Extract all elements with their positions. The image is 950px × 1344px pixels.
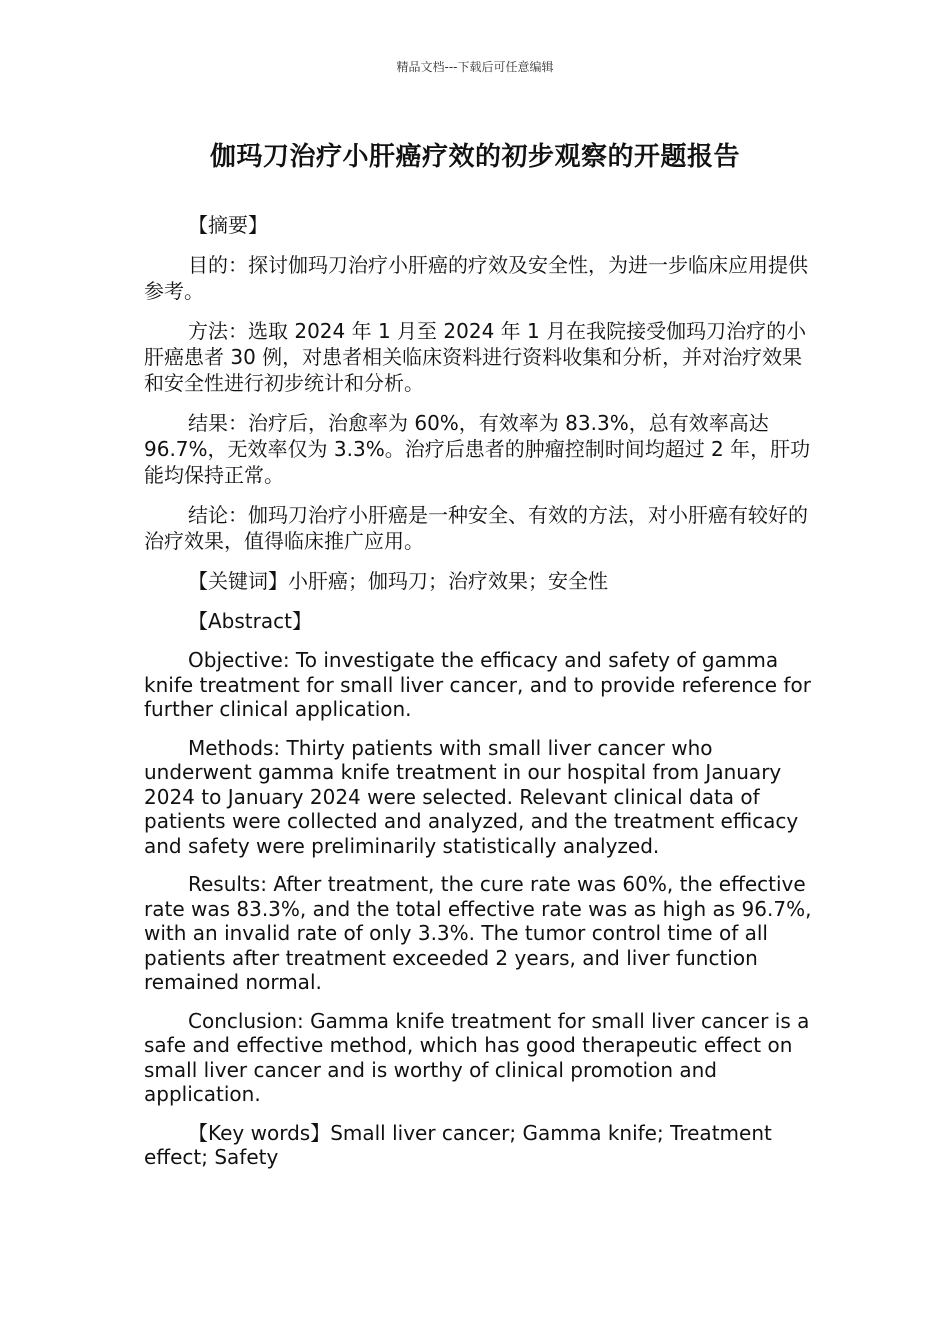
abstract-en-results: Results: After treatment, the cure rate was 60%, the effective rate was 83.3%, and the total effective rate was as high as 96.7%, with an invalid rate of only 3.3%. The tumor control time of all patients after treatment exceeded 2 years, and liver function remained normal. xyxy=(144,872,812,994)
document-title: 伽玛刀治疗小肝癌疗效的初步观察的开题报告 xyxy=(209,142,740,172)
abstract-en-conclusion: Conclusion: Gamma knife treatment for small liver cancer is a safe and effective method, which has good therapeutic effect on small liver cancer and is worthy of clinical promotion and application. xyxy=(144,1008,810,1106)
abstract-en-methods: Methods: Thirty patients with small liver cancer who underwent gamma knife treatment in our hospital from January 2024 to January 2024 were selected. Relevant clinical data of patients were collected and analyzed, and the treatment efficacy and safety were preliminarily statistically analyzed. xyxy=(144,735,799,858)
header-note: 精品文档---下载后可任意编辑 xyxy=(396,60,554,74)
abstract-en-objective: Objective: To investigate the efficacy and safety of gamma knife treatment for small liver cancer, and to provide reference for further clinical application. xyxy=(144,648,811,721)
abstract-cn-conclusion: 结论：伽玛刀治疗小肝癌是一种安全、有效的方法，对小肝癌有较好的治疗效果，值得临床推广应用。 xyxy=(144,503,808,553)
abstract-cn-objective: 目的：探讨伽玛刀治疗小肝癌的疗效及安全性，为进一步临床应用提供参考。 xyxy=(144,253,808,303)
abstract-en-keywords: 【Key words】Small liver cancer; Gamma knife; Treatment effect; Safety xyxy=(144,1120,772,1169)
abstract-en-heading: 【Abstract】 xyxy=(188,609,312,633)
abstract-cn-heading: 【摘要】 xyxy=(188,213,268,237)
abstract-cn-keywords: 【关键词】小肝癌；伽玛刀；治疗效果；安全性 xyxy=(188,569,608,593)
document-body xyxy=(144,212,812,1184)
abstract-cn-results: 结果：治疗后，治愈率为 60%，有效率为 83.3%，总有效率高达 96.7%，无效率仅为 3.3%。治疗后患者的肿瘤控制时间均超过 2 年，肝功能均保持正常。 xyxy=(144,411,811,487)
abstract-cn-methods: 方法：选取 2024 年 1 月至 2024 年 1 月在我院接受伽玛刀治疗的小肝癌患者 30 例，对患者相关临床资料进行资料收集和分析，并对治疗效果和安全性进行初步统计和分析。 xyxy=(144,319,807,395)
